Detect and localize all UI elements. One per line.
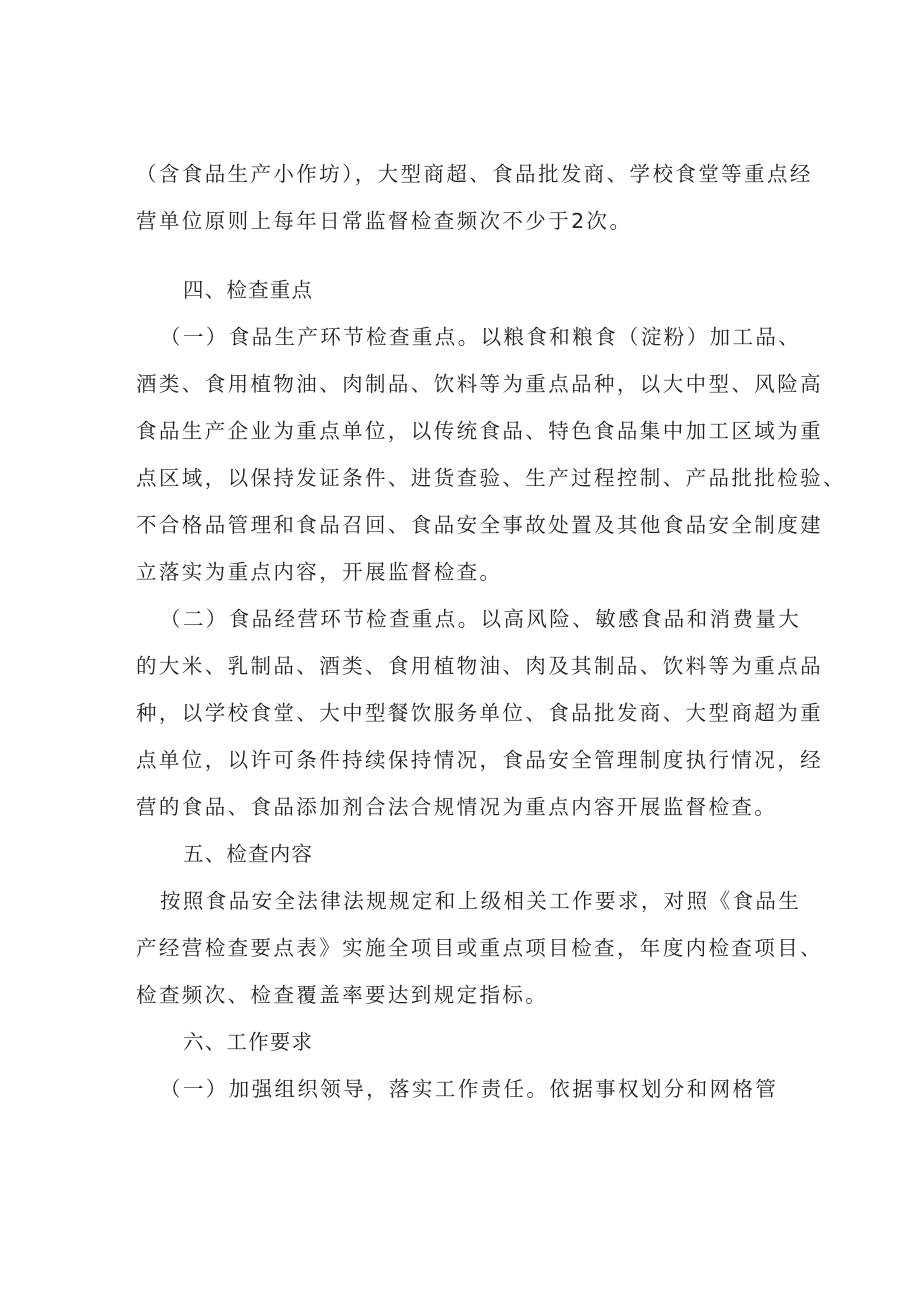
section-heading: 四、检查重点 [183, 278, 314, 302]
paragraph-line: （一）加强组织领导，落实工作责任。依据事权划分和网格管 [160, 1077, 779, 1101]
paragraph-line: 立落实为重点内容，开展监督检查。 [136, 560, 503, 584]
paragraph-line: （二）食品经营环节检查重点。以高风险、敏感食品和消费量大 [160, 607, 802, 631]
section-heading: 六、工作要求 [183, 1030, 314, 1054]
paragraph-line: 食品生产企业为重点单位，以传统食品、特色食品集中加工区域为重 [136, 419, 823, 443]
paragraph-line: （含食品生产小作坊），大型商超、食品批发商、学校食堂等重点经 [136, 162, 813, 186]
paragraph-line: 检查频次、检查覆盖率要达到规定指标。 [136, 983, 549, 1007]
paragraph-line: 产经营检查要点表》实施全项目或重点项目检查，年度内检查项目、 [136, 936, 823, 960]
paragraph-line: 不合格品管理和食品召回、食品安全事故处置及其他食品安全制度建 [136, 513, 823, 537]
paragraph-line: 营单位原则上每年日常监督检查频次不少于2次。 [136, 209, 633, 233]
paragraph-line: 营的食品、食品添加剂合法合规情况为重点内容开展监督检查。 [136, 795, 778, 819]
paragraph-line: （一）食品生产环节检查重点。以粮食和粮食（淀粉）加工品、 [160, 325, 802, 349]
paragraph-line: 点单位，以许可条件持续保持情况，食品安全管理制度执行情况，经 [136, 748, 823, 772]
section-heading: 五、检查内容 [183, 842, 314, 866]
paragraph-line: 点区域，以保持发证条件、进货查验、生产过程控制、产品批批检验、 [136, 466, 846, 490]
paragraph-line: 的大米、乳制品、酒类、食用植物油、肉及其制品、饮料等为重点品 [136, 654, 823, 678]
paragraph-line: 酒类、食用植物油、肉制品、饮料等为重点品种，以大中型、风险高 [136, 372, 823, 396]
paragraph-line: 按照食品安全法律法规规定和上级相关工作要求，对照《食品生 [160, 889, 802, 913]
paragraph-line: 种，以学校食堂、大中型餐饮服务单位、食品批发商、大型商超为重 [136, 701, 823, 725]
